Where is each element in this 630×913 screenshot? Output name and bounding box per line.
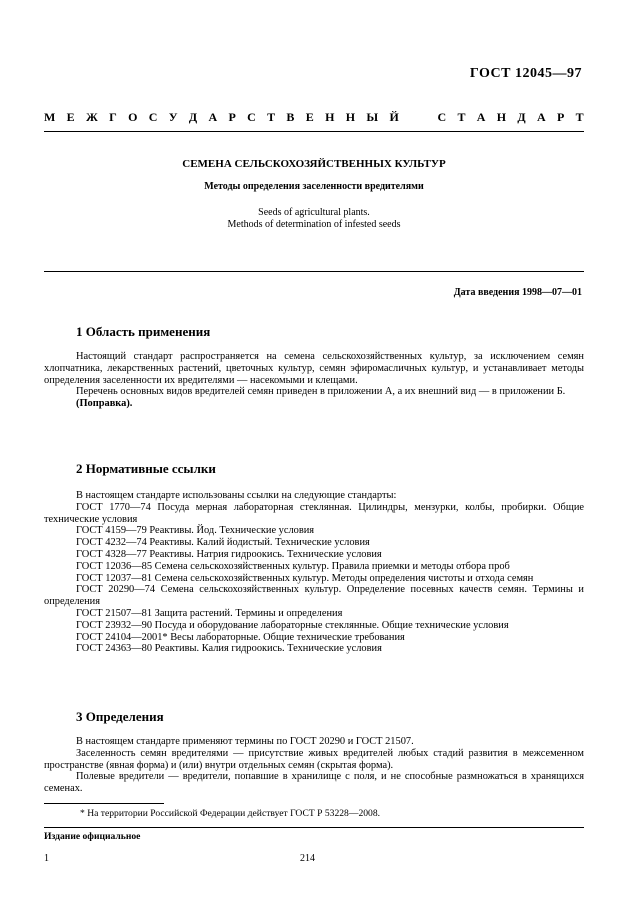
banner-letter: О [128,110,138,124]
page-number: 214 [300,853,315,864]
section-2-intro: В настоящем стандарте использованы ссылки на следующие стандарты: [76,490,397,501]
reference-item: ГОСТ 12036—85 Семена сельскохозяйственных культур. Правила приемки и методы отбора проб [76,560,510,572]
english-title-line-2: Methods of determination of infested seeds [227,219,401,230]
introduction-date: Дата введения 1998—07—01 [453,287,582,298]
banner-letter: А [536,110,546,124]
section-1-amendment: (Поправка). [76,398,133,410]
banner-letter: Ы [366,110,379,124]
banner-letter: А [208,110,218,124]
document-title: СЕМЕНА СЕЛЬСКОХОЗЯЙСТВЕННЫХ КУЛЬТУР [182,158,446,170]
reference-item: ГОСТ 4328—77 Реактивы. Натрия гидроокись. Технические условия [76,548,382,560]
banner-letter: С [247,110,256,124]
banner-letter: С [148,110,158,124]
banner-letter: Н [345,110,356,124]
section-3-paragraph-1: В настоящем стандарте применяют термины по ГОСТ 20290 и ГОСТ 21507. [76,736,414,747]
banner-letter: Р [228,110,236,124]
banner-letter: Ж [85,110,98,124]
reference-item: ГОСТ 12037—81 Семена сельскохозяйственных культур. Методы определения чистоты и отхода семян [76,572,534,584]
reference-item: ГОСТ 21507—81 Защита растений. Термины и определения [76,607,343,619]
banner-letter: Г [109,110,117,124]
section-3-paragraph-2: Заселенность семян вредителями — присутствие живых вредителей любых стадий развития в межсеменном пространстве (явная форма) и (или) внутри отдельных семян (скрытая форма). [44,747,584,771]
reference-item: ГОСТ 4232—74 Реактивы. Калий йодистый. Технические условия [76,537,370,549]
print-sheet-number: 1 [44,853,49,864]
footnote: * На территории Российской Федерации действует ГОСТ Р 53228—2008. [80,808,381,819]
reference-item: ГОСТ 23932—90 Посуда и оборудование лабораторные стеклянные. Общие технические условия [76,619,509,631]
english-title-line-1: Seeds of agricultural plants. [258,207,370,218]
banner-letter: Е [305,110,314,124]
banner-letter: М [44,110,56,124]
edition-rule [44,827,584,828]
footnote-rule [44,803,164,804]
section-3-body [44,736,584,795]
reference-item: ГОСТ 24104—2001* Весы лабораторные. Общие технические требования [76,631,405,643]
banner-letter: А [476,110,486,124]
reference-item: ГОСТ 20290—74 Семена сельскохозяйственных культур. Определение посевных качеств семян. Термины и определения [44,584,584,608]
section-1-paragraph-1: Настоящий стандарт распространяется на семена сельскохозяйственных культур, за исключением семян хлопчатника, лекарственных растений, цветочных культур, семян эфиромасличных культур, и устанавливает методы определения заселенности их вредителями — насекомыми и клещами. [44,351,584,386]
section-1-heading: 1 Область применения [76,324,211,339]
banner-letter: Н [496,110,507,124]
banner-letter: В [286,110,295,124]
banner-letter: Й [389,110,399,124]
section-2-body [44,490,584,655]
banner-letter: Р [556,110,565,124]
banner-letter: Т [267,110,276,124]
banner-letter: Е [66,110,75,124]
banner-letter: Т [457,110,466,124]
banner-letter: Н [325,110,335,124]
section-2-heading: 2 Нормативные ссылки [76,461,216,476]
banner-letter: С [437,110,447,124]
banner-letter: Д [517,110,526,124]
banner-gap [410,110,426,125]
title-rule [44,271,584,272]
reference-item: ГОСТ 4159—79 Реактивы. Йод. Технические условия [76,525,315,537]
banner-letter: У [168,110,178,124]
interstate-standard-banner [44,110,584,125]
header-rule [44,131,584,132]
standard-number: ГОСТ 12045—97 [469,66,582,81]
banner-letter: Т [575,110,584,124]
section-3-paragraph-3: Полевые вредители — вредители, попавшие в хранилище с поля, и не способные размножаться в хранящихся семенах. [44,771,584,795]
reference-item: ГОСТ 1770—74 Посуда мерная лабораторная стеклянная. Цилиндры, мензурки, колбы, пробирки. Общие технические условия [44,501,584,525]
edition-label: Издание официальное [44,831,141,842]
reference-item: ГОСТ 24363—80 Реактивы. Калия гидроокись. Технические условия [76,643,382,655]
document-subtitle: Методы определения заселенности вредителями [204,181,424,192]
section-1-paragraph-2: Перечень основных видов вредителей семян приведен в приложении А, а их внешний вид — в приложении Б. [76,386,566,398]
banner-letter: Д [188,110,198,124]
section-3-heading: 3 Определения [76,709,164,724]
section-1-body [44,351,584,410]
